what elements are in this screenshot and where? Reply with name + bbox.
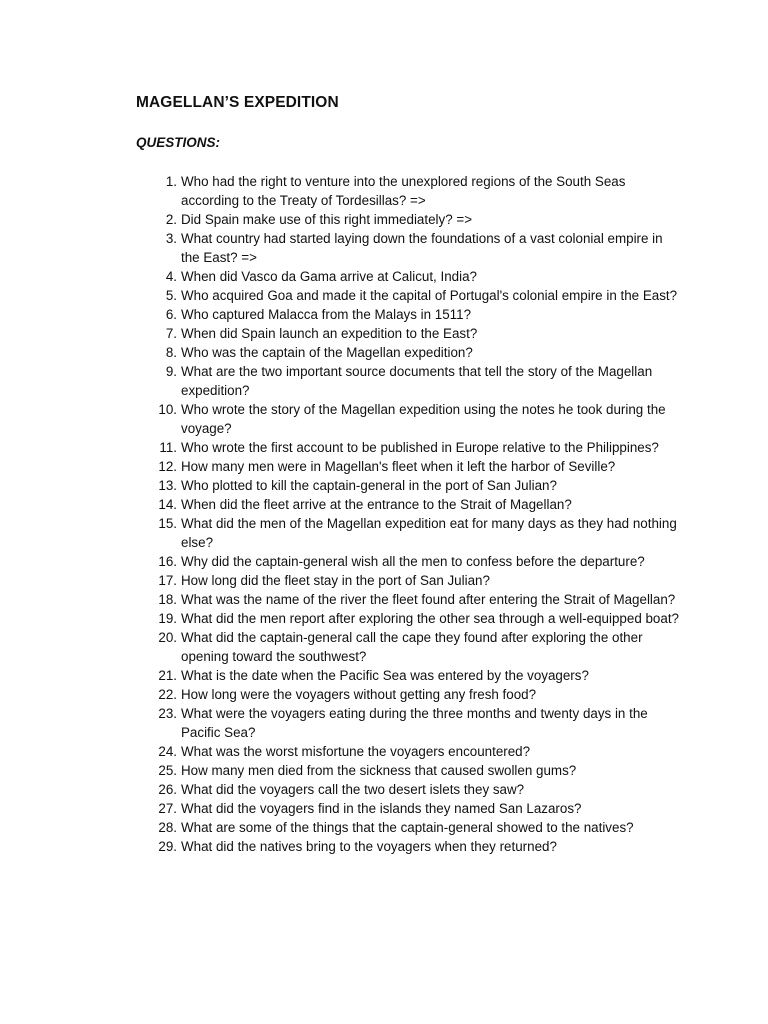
list-item — [0, 704, 681, 742]
question-number: 27. — [158, 801, 177, 816]
question-text: Who wrote the first account to be published in Europe relative to the Philippines? — [181, 440, 659, 455]
list-item — [0, 362, 681, 400]
list-item — [0, 343, 681, 362]
list-item — [0, 438, 681, 457]
question-number: 22. — [158, 687, 177, 702]
question-text: What are some of the things that the captain-general showed to the natives? — [181, 820, 634, 835]
list-item — [0, 837, 681, 856]
question-number: 24. — [158, 744, 177, 759]
question-text: What did the captain-general call the cape they found after exploring the other opening toward the southwest? — [181, 630, 643, 664]
question-number: 23. — [158, 706, 177, 721]
question-text: Did Spain make use of this right immediately? => — [181, 212, 473, 227]
question-text: When did Spain launch an expedition to the East? — [181, 326, 478, 341]
list-item — [0, 685, 681, 704]
question-number: 19. — [158, 611, 177, 626]
question-number: 7. — [165, 326, 177, 341]
question-number: 10. — [158, 402, 177, 417]
list-item — [0, 514, 681, 552]
question-number: 17. — [158, 573, 177, 588]
question-text: When did Vasco da Gama arrive at Calicut, India? — [181, 269, 477, 284]
question-text: Who captured Malacca from the Malays in 1511? — [181, 307, 472, 322]
question-text: How long did the fleet stay in the port of San Julian? — [181, 573, 490, 588]
list-item — [0, 761, 681, 780]
question-number: 4. — [165, 269, 177, 284]
question-text: How many men were in Magellan's fleet when it left the harbor of Seville? — [181, 459, 616, 474]
list-item — [0, 780, 681, 799]
list-item — [0, 799, 681, 818]
question-list — [0, 172, 768, 856]
questions-label: QUESTIONS: — [136, 135, 221, 150]
list-item — [0, 628, 681, 666]
question-text: What did the natives bring to the voyagers when they returned? — [181, 839, 557, 854]
list-item — [0, 609, 681, 628]
list-item — [0, 286, 681, 305]
question-text: What did the voyagers find in the islands they named San Lazaros? — [181, 801, 582, 816]
question-number: 14. — [158, 497, 177, 512]
question-number: 15. — [158, 516, 177, 531]
document-title: MAGELLAN’S EXPEDITION — [136, 94, 339, 111]
question-text: What country had started laying down the foundations of a vast colonial empire in the East? => — [181, 231, 663, 265]
question-text: What did the voyagers call the two desert islets they saw? — [181, 782, 525, 797]
question-text: Who had the right to venture into the unexplored regions of the South Seas according to the Treaty of Tordesillas? => — [181, 174, 626, 208]
question-number: 28. — [158, 820, 177, 835]
question-number: 26. — [158, 782, 177, 797]
question-number: 13. — [158, 478, 177, 493]
question-number: 6. — [165, 307, 177, 322]
list-item — [0, 210, 681, 229]
question-text: What were the voyagers eating during the three months and twenty days in the Pacific Sea? — [181, 706, 648, 740]
question-text: What was the worst misfortune the voyagers encountered? — [181, 744, 531, 759]
list-item — [0, 590, 681, 609]
question-text: Who was the captain of the Magellan expedition? — [181, 345, 473, 360]
list-item — [0, 742, 681, 761]
list-item — [0, 400, 681, 438]
list-item — [0, 324, 681, 343]
list-item — [0, 305, 681, 324]
list-item — [0, 495, 681, 514]
question-text: How long were the voyagers without getting any fresh food? — [181, 687, 537, 702]
list-item — [0, 476, 681, 495]
question-text: What did the men report after exploring the other sea through a well-equipped boat? — [181, 611, 679, 626]
question-number: 12. — [158, 459, 177, 474]
list-item — [0, 172, 681, 210]
list-item — [0, 571, 681, 590]
list-item — [0, 818, 681, 837]
question-number: 3. — [165, 231, 177, 246]
question-text: Who acquired Goa and made it the capital of Portugal's colonial empire in the East? — [181, 288, 678, 303]
list-item — [0, 457, 681, 476]
question-text: Who plotted to kill the captain-general in the port of San Julian? — [181, 478, 557, 493]
question-number: 29. — [158, 839, 177, 854]
question-number: 9. — [165, 364, 177, 379]
question-text: What is the date when the Pacific Sea was entered by the voyagers? — [181, 668, 589, 683]
question-text: Who wrote the story of the Magellan expedition using the notes he took during the voyage? — [181, 402, 666, 436]
question-number: 20. — [158, 630, 177, 645]
question-number: 21. — [158, 668, 177, 683]
list-item — [0, 229, 681, 267]
question-text: What was the name of the river the fleet found after entering the Strait of Magellan? — [181, 592, 676, 607]
question-number: 2. — [165, 212, 177, 227]
list-item — [0, 552, 681, 571]
question-number: 1. — [165, 174, 177, 189]
question-number: 25. — [158, 763, 177, 778]
question-number: 16. — [158, 554, 177, 569]
question-text: What did the men of the Magellan expedition eat for many days as they had nothing else? — [181, 516, 677, 550]
question-text: How many men died from the sickness that caused swollen gums? — [181, 763, 577, 778]
question-number: 11. — [159, 440, 177, 455]
question-text: What are the two important source documents that tell the story of the Magellan expedition? — [181, 364, 653, 398]
question-number: 8. — [165, 345, 177, 360]
list-item — [0, 267, 681, 286]
question-number: 5. — [165, 288, 177, 303]
question-number: 18. — [158, 592, 177, 607]
question-text: Why did the captain-general wish all the men to confess before the departure? — [181, 554, 645, 569]
question-text: When did the fleet arrive at the entrance to the Strait of Magellan? — [181, 497, 572, 512]
list-item — [0, 666, 681, 685]
